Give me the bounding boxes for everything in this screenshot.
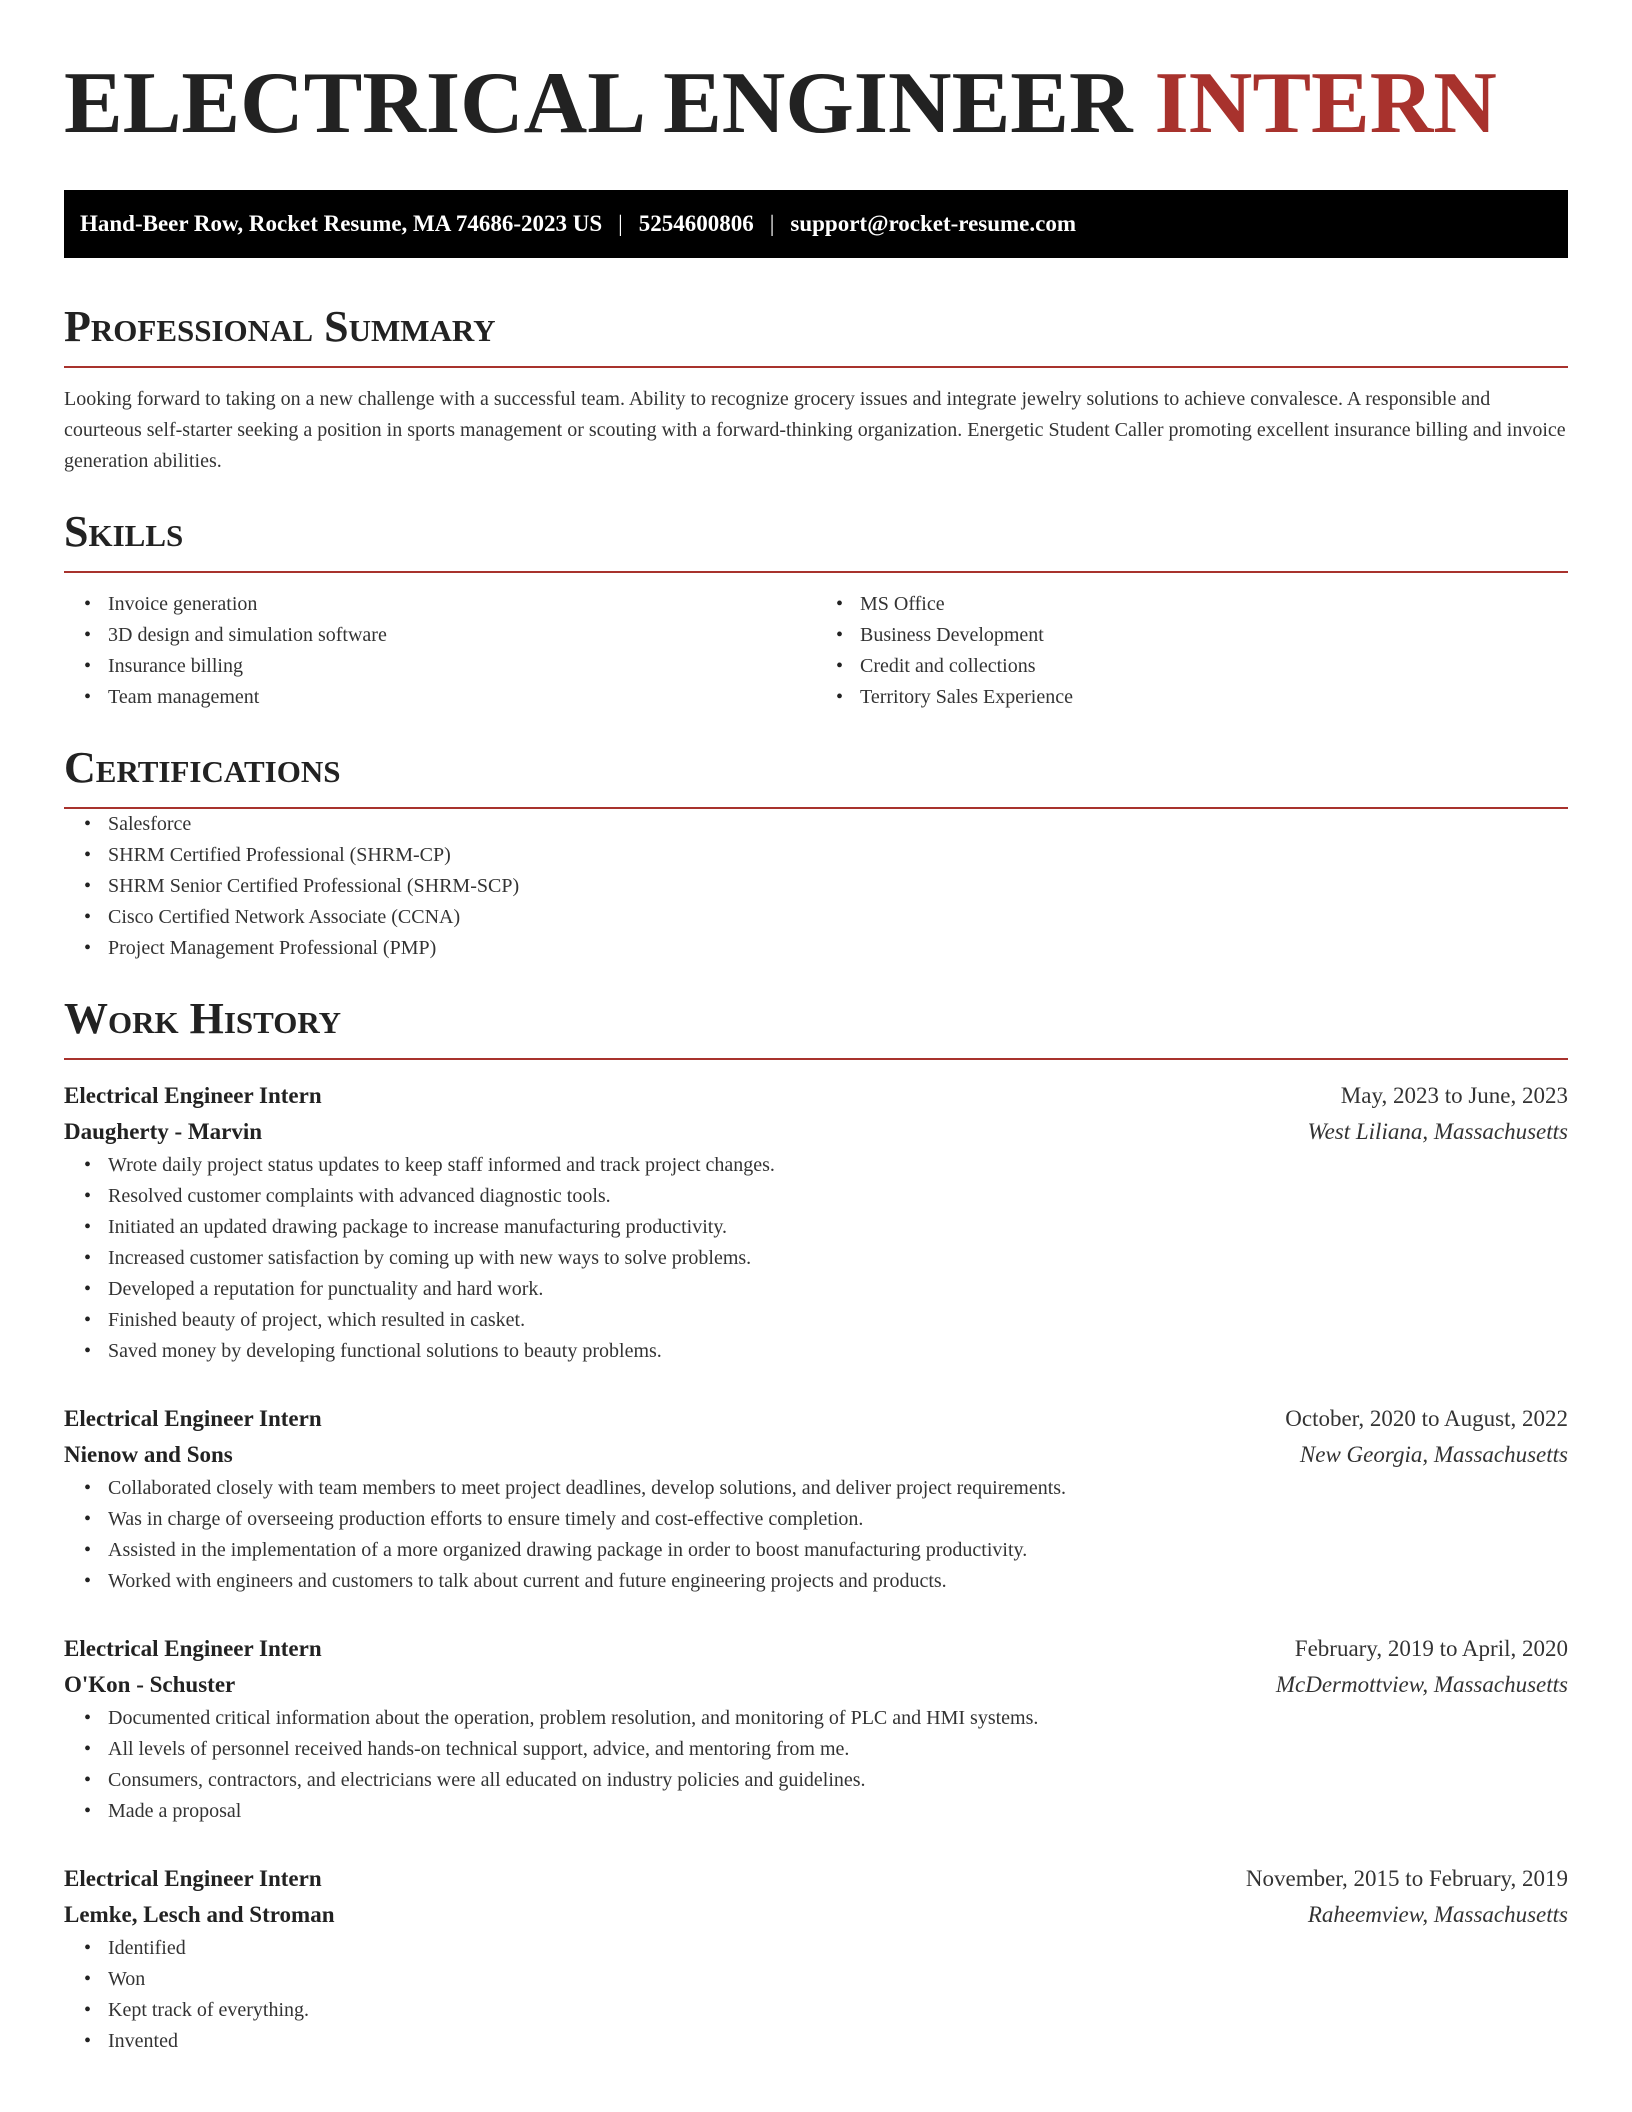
skill-item: • Credit and collections xyxy=(860,651,1568,682)
job-bullet: • Won xyxy=(108,1964,1568,1995)
job-bullet: • Consumers, contractors, and electricians were all educated on industry policies and guidelines. xyxy=(108,1765,1568,1796)
job-company-row xyxy=(64,1897,1568,1933)
job-entry xyxy=(64,1401,1568,1597)
section-title-work-history: Work History xyxy=(64,994,342,1043)
job-entry xyxy=(64,1631,1568,1827)
job-entry xyxy=(64,1861,1568,2057)
title-accent: INTERN xyxy=(1154,55,1497,152)
certification-item: • SHRM Certified Professional (SHRM-CP) xyxy=(108,840,1568,871)
job-title: Electrical Engineer Intern xyxy=(64,1083,322,1108)
skills-columns xyxy=(64,589,1568,713)
certification-item: • Cisco Certified Network Associate (CCNA) xyxy=(108,902,1568,933)
job-bullet: • Invented xyxy=(108,2026,1568,2057)
job-company: O'Kon - Schuster xyxy=(64,1672,236,1697)
section-title-summary: Professional Summary xyxy=(64,302,496,351)
job-bullet: • Assisted in the implementation of a more organized drawing package in order to boost manufacturing productivity. xyxy=(108,1535,1568,1566)
job-bullet: • Collaborated closely with team members to meet project deadlines, develop solutions, and deliver project requirements. xyxy=(108,1473,1568,1504)
skill-item: • MS Office xyxy=(860,589,1568,620)
job-bullets xyxy=(64,1473,1568,1597)
job-bullet: • All levels of personnel received hands-on technical support, advice, and mentoring from me. xyxy=(108,1734,1568,1765)
job-entry xyxy=(64,1078,1568,1367)
contact-separator: | xyxy=(618,211,623,236)
job-location: Raheemview, Massachusetts xyxy=(1307,1902,1568,1927)
contact-email: support@rocket-resume.com xyxy=(790,211,1077,236)
certifications-list xyxy=(64,809,1568,964)
job-bullet: • Increased customer satisfaction by coming up with new ways to solve problems. xyxy=(108,1243,1568,1274)
job-bullet: • Wrote daily project status updates to keep staff informed and track project changes. xyxy=(108,1150,1568,1181)
skill-item: • 3D design and simulation software xyxy=(108,620,816,651)
skill-item: • Invoice generation xyxy=(108,589,816,620)
job-bullet: • Kept track of everything. xyxy=(108,1995,1568,2026)
job-location: West Liliana, Massachusetts xyxy=(1307,1119,1568,1144)
skills-column-right xyxy=(816,589,1568,713)
contact-bar xyxy=(64,190,1568,258)
section-divider xyxy=(64,571,1568,573)
contact-phone: 5254600806 xyxy=(638,211,754,236)
job-bullet: • Saved money by developing functional solutions to beauty problems. xyxy=(108,1336,1568,1367)
job-header-row xyxy=(64,1401,1568,1437)
summary-text: Looking forward to taking on a new challenge with a successful team. Ability to recognize grocery issues and integrate jewelry solutions to achieve convalesce. A responsible and courteous self-starter seeking a position in sports management or scouting with a forward-thinking organization. Energetic Student Caller promoting excellent insurance billing and invoice generation abilities. xyxy=(64,388,1566,472)
job-dates: November, 2015 to February, 2019 xyxy=(1245,1866,1568,1891)
job-bullet: • Worked with engineers and customers to talk about current and future engineering projects and products. xyxy=(108,1566,1568,1597)
job-title: Electrical Engineer Intern xyxy=(64,1866,322,1891)
certification-item: • SHRM Senior Certified Professional (SHRM-SCP) xyxy=(108,871,1568,902)
job-header-row xyxy=(64,1861,1568,1897)
job-location: McDermottview, Massachusetts xyxy=(1275,1672,1568,1697)
job-company: Daugherty - Marvin xyxy=(64,1119,263,1144)
certification-item: • Salesforce xyxy=(108,809,1568,840)
skills-list-left xyxy=(64,589,816,713)
job-bullet: • Identified xyxy=(108,1933,1568,1964)
job-header-row xyxy=(64,1078,1568,1114)
job-title: Electrical Engineer Intern xyxy=(64,1406,322,1431)
skill-item: • Team management xyxy=(108,682,816,713)
job-bullet: • Finished beauty of project, which resulted in casket. xyxy=(108,1305,1568,1336)
skills-column-left xyxy=(64,589,816,713)
job-dates: May, 2023 to June, 2023 xyxy=(1340,1083,1568,1108)
job-bullet: • Was in charge of overseeing production efforts to ensure timely and cost-effective completion. xyxy=(108,1504,1568,1535)
job-bullets xyxy=(64,1150,1568,1367)
job-company-row xyxy=(64,1114,1568,1150)
skill-item: • Insurance billing xyxy=(108,651,816,682)
title-main: ELECTRICAL ENGINEER xyxy=(64,55,1133,152)
skill-item: • Territory Sales Experience xyxy=(860,682,1568,713)
skill-item: • Business Development xyxy=(860,620,1568,651)
section-title-certifications: Certifications xyxy=(64,743,341,792)
resume-title xyxy=(64,55,1568,152)
job-bullet: • Documented critical information about the operation, problem resolution, and monitoring of PLC and HMI systems. xyxy=(108,1703,1568,1734)
section-title-skills: Skills xyxy=(64,507,184,556)
job-company-row xyxy=(64,1437,1568,1473)
job-bullet: • Resolved customer complaints with advanced diagnostic tools. xyxy=(108,1181,1568,1212)
job-company-row xyxy=(64,1667,1568,1703)
skills-list-right xyxy=(816,589,1568,713)
section-divider xyxy=(64,366,1568,368)
job-header-row xyxy=(64,1631,1568,1667)
job-company: Lemke, Lesch and Stroman xyxy=(64,1902,335,1927)
job-bullet: • Made a proposal xyxy=(108,1796,1568,1827)
job-bullet: • Initiated an updated drawing package to increase manufacturing productivity. xyxy=(108,1212,1568,1243)
job-location: New Georgia, Massachusetts xyxy=(1299,1442,1568,1467)
contact-separator: | xyxy=(769,211,775,236)
summary-section xyxy=(64,302,1568,477)
job-bullet: • Developed a reputation for punctuality and hard work. xyxy=(108,1274,1568,1305)
certifications-section xyxy=(64,743,1568,964)
work-history-section xyxy=(64,994,1568,2057)
job-company: Nienow and Sons xyxy=(64,1442,233,1467)
section-divider xyxy=(64,1058,1568,1060)
skills-section xyxy=(64,507,1568,713)
contact-address: Hand-Beer Row, Rocket Resume, MA 74686-2023 US xyxy=(80,211,603,236)
job-bullets xyxy=(64,1933,1568,2057)
job-bullets xyxy=(64,1703,1568,1827)
certification-item: • Project Management Professional (PMP) xyxy=(108,933,1568,964)
job-title: Electrical Engineer Intern xyxy=(64,1636,322,1661)
job-dates: October, 2020 to August, 2022 xyxy=(1285,1406,1568,1431)
job-dates: February, 2019 to April, 2020 xyxy=(1294,1636,1568,1661)
